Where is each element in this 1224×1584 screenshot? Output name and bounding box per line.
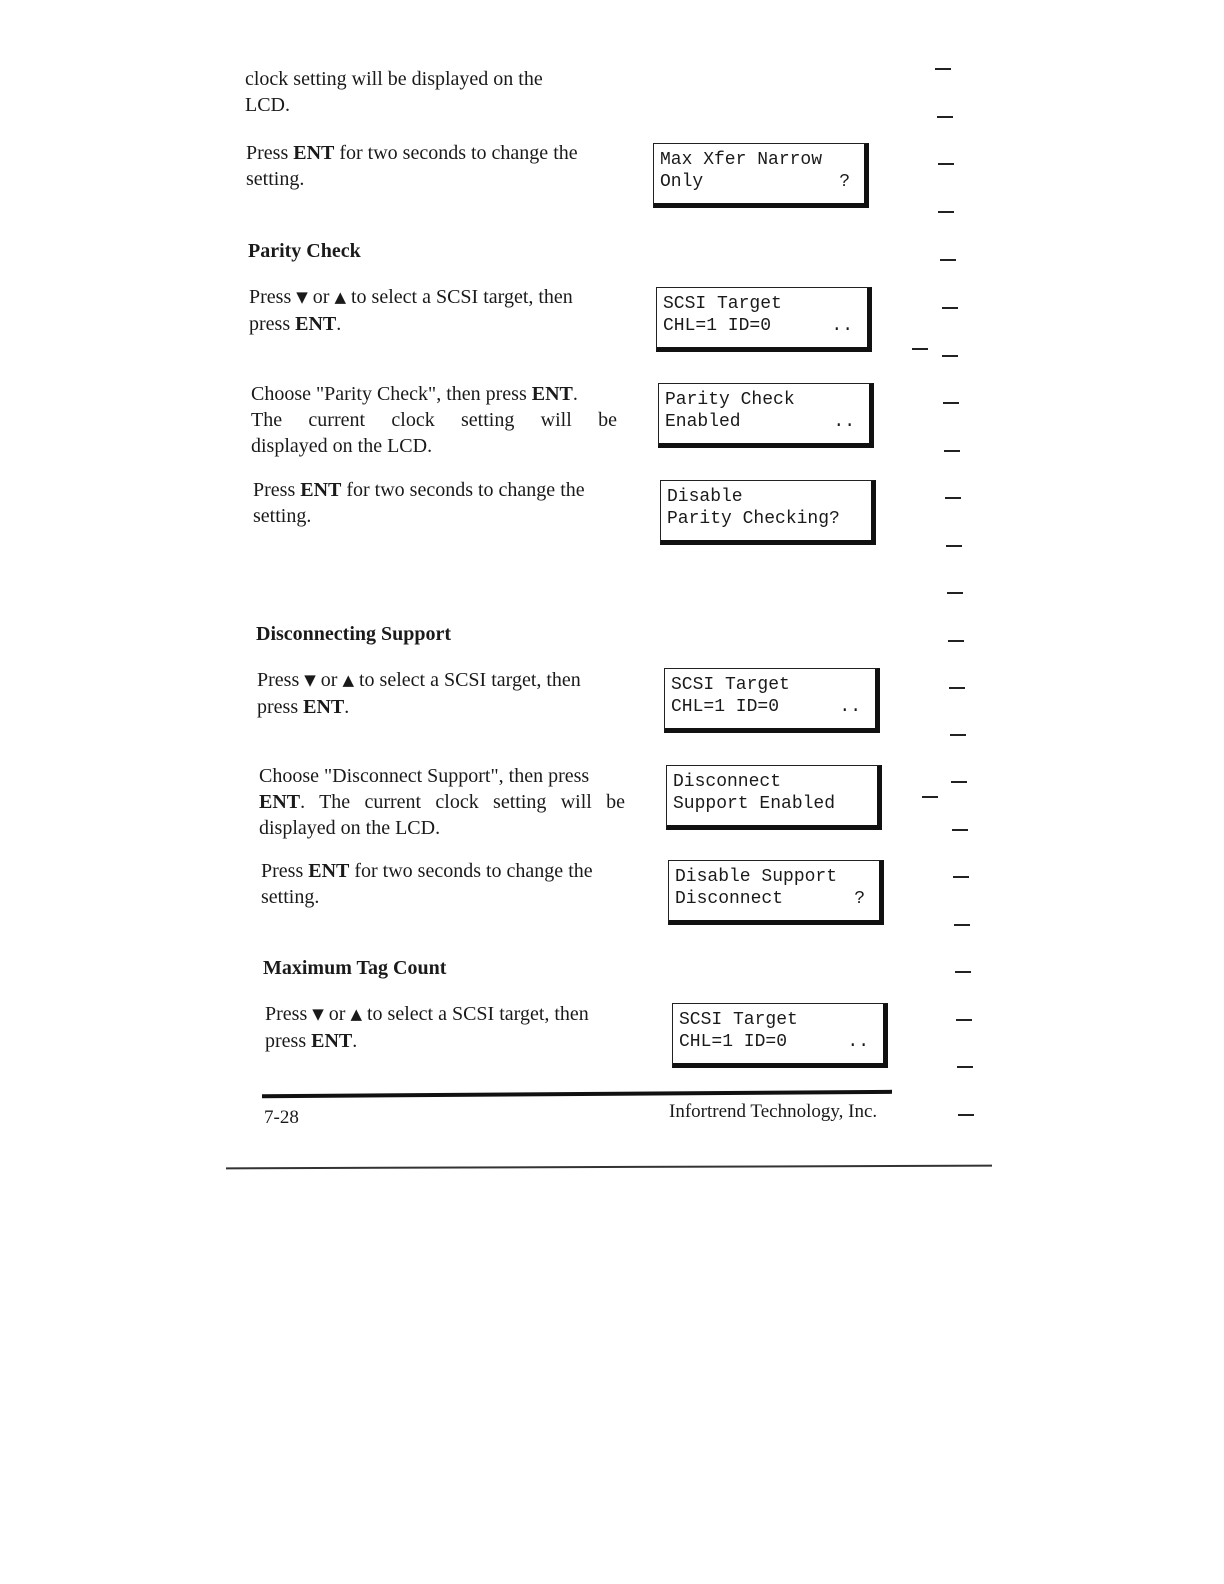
- lcd-display: [656, 287, 872, 352]
- choose-disconnect-paragraph: [259, 763, 625, 841]
- text-line: Press ENT for two seconds to change the: [246, 142, 578, 164]
- text-line: setting.: [253, 505, 312, 527]
- lcd-line: Max Xfer Narrow: [660, 150, 823, 170]
- tick-mark: [951, 781, 967, 783]
- text-line: press ENT.: [265, 1030, 358, 1052]
- text-line: displayed on the LCD.: [251, 435, 433, 457]
- lcd-line: Enabled ..: [665, 412, 855, 432]
- bottom-rule: [226, 1165, 992, 1169]
- tick-mark: [946, 545, 962, 547]
- lcd-line: SCSI Target: [663, 294, 782, 314]
- text-line: Press ENT for two seconds to change the: [253, 479, 585, 501]
- tick-mark: [922, 796, 938, 798]
- text-line: Press ▼ or ▲ to select a SCSI target, then: [257, 669, 581, 691]
- tick-mark: [935, 68, 951, 70]
- lcd-line: Parity Check: [665, 390, 795, 410]
- tick-mark: [958, 1114, 974, 1116]
- lcd-line: Support Enabled: [673, 794, 836, 814]
- tick-mark: [943, 402, 959, 404]
- tick-mark: [937, 116, 953, 118]
- text-line: setting.: [261, 886, 320, 908]
- text-line: setting.: [246, 168, 305, 190]
- press-ent-paragraph: [261, 858, 633, 910]
- tick-mark: [954, 924, 970, 926]
- lcd-display: [672, 1003, 888, 1068]
- select-target-paragraph: [265, 1001, 637, 1054]
- text-line: press ENT.: [249, 313, 342, 335]
- tick-mark: [957, 1066, 973, 1068]
- text-line: Press ENT for two seconds to change the: [261, 860, 593, 882]
- tick-mark: [944, 450, 960, 452]
- text-line: displayed on the LCD.: [259, 817, 441, 839]
- press-ent-paragraph: [246, 140, 616, 192]
- tick-mark: [938, 211, 954, 213]
- tick-mark: [955, 971, 971, 973]
- lcd-line: Disable Support: [675, 867, 838, 887]
- section-heading-parity-check: Parity Check: [248, 240, 361, 262]
- text-line: ENT. The current clock setting will be: [259, 791, 625, 813]
- lcd-line: CHL=1 ID=0 ..: [663, 316, 853, 336]
- tick-mark: [953, 876, 969, 878]
- footer-rule: [262, 1090, 892, 1098]
- lcd-line: SCSI Target: [671, 675, 790, 695]
- text-line: Press ▼ or ▲ to select a SCSI target, then: [265, 1003, 589, 1025]
- tick-mark: [942, 307, 958, 309]
- tick-mark: [942, 355, 958, 357]
- tick-mark: [945, 497, 961, 499]
- text-line: Choose "Parity Check", then press ENT.: [251, 383, 578, 405]
- tick-mark: [950, 734, 966, 736]
- tick-mark: [956, 1019, 972, 1021]
- page-number: 7-28: [264, 1107, 299, 1128]
- text-line: The current clock setting will be: [251, 409, 617, 431]
- lcd-line: Disconnect ?: [675, 889, 865, 909]
- lcd-display: [653, 143, 869, 208]
- tick-mark: [947, 592, 963, 594]
- lcd-line: CHL=1 ID=0 ..: [679, 1032, 869, 1052]
- text-line: press ENT.: [257, 696, 350, 718]
- lcd-display: [658, 383, 874, 448]
- tick-mark: [949, 687, 965, 689]
- lcd-display: [666, 765, 882, 830]
- tick-mark: [948, 640, 964, 642]
- text-line: LCD.: [245, 94, 290, 116]
- publisher-name: Infortrend Technology, Inc.: [669, 1101, 878, 1122]
- section-heading-disconnecting-support: Disconnecting Support: [256, 623, 452, 645]
- lcd-line: SCSI Target: [679, 1010, 798, 1030]
- select-target-paragraph: [257, 667, 629, 720]
- text-line: Press ▼ or ▲ to select a SCSI target, then: [249, 286, 573, 308]
- text-line: Choose "Disconnect Support", then press: [259, 765, 590, 787]
- tick-mark: [912, 348, 928, 350]
- select-target-paragraph: [249, 284, 621, 337]
- text-line: clock setting will be displayed on the: [245, 68, 543, 90]
- lcd-line: Disconnect: [673, 772, 782, 792]
- choose-parity-paragraph: [251, 381, 617, 459]
- lcd-display: [660, 480, 876, 545]
- intro-paragraph: [245, 66, 612, 118]
- lcd-line: CHL=1 ID=0 ..: [671, 697, 861, 717]
- section-heading-maximum-tag-count: Maximum Tag Count: [263, 957, 447, 979]
- lcd-display: [668, 860, 884, 925]
- lcd-line: Parity Checking?: [667, 509, 840, 529]
- press-ent-paragraph: [253, 477, 625, 529]
- tick-mark: [952, 829, 968, 831]
- lcd-line: Disable: [667, 487, 743, 507]
- tick-mark: [938, 163, 954, 165]
- lcd-line: Only ?: [660, 172, 850, 192]
- lcd-display: [664, 668, 880, 733]
- tick-mark: [940, 259, 956, 261]
